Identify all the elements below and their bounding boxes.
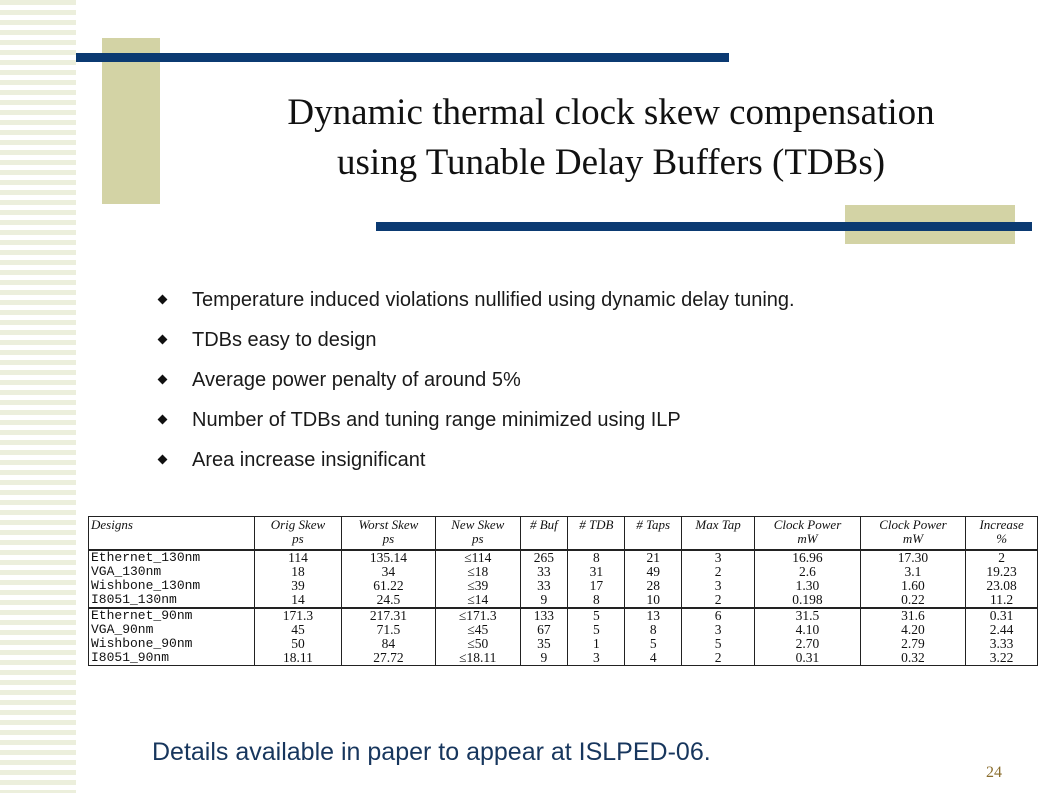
table-cell: 1	[568, 637, 625, 651]
design-name-cell: Ethernet_90nm	[89, 608, 255, 623]
table-cell: 5	[568, 608, 625, 623]
design-name-cell: VGA_90nm	[89, 623, 255, 637]
table-cell: 8	[568, 550, 625, 565]
table-header-cell	[568, 517, 625, 551]
table-cell: 19.23	[966, 565, 1038, 579]
table-cell: 4.20	[860, 623, 965, 637]
table-cell: 49	[625, 565, 682, 579]
table-cell: 2.70	[755, 637, 860, 651]
table-cell: 71.5	[341, 623, 435, 637]
table-cell: ≤18.11	[436, 651, 520, 666]
table-cell: 133	[520, 608, 568, 623]
table-cell: 0.31	[755, 651, 860, 666]
table-row	[89, 565, 1038, 579]
table-cell: ≤45	[436, 623, 520, 637]
table-cell: 16.96	[755, 550, 860, 565]
bullet-item	[157, 360, 795, 400]
table-header-row	[89, 517, 1038, 551]
table-cell: 3.33	[966, 637, 1038, 651]
table-cell: 17	[568, 579, 625, 593]
bullet-text: Area increase insignificant	[192, 449, 426, 471]
table-row	[89, 550, 1038, 565]
table-cell: 18	[255, 565, 342, 579]
details-note: Details available in paper to appear at ISLPED-06.	[152, 738, 711, 766]
table-header-cell	[860, 517, 965, 551]
design-name-cell: Ethernet_130nm	[89, 550, 255, 565]
header-label: # Taps	[636, 517, 671, 532]
table-cell: 13	[625, 608, 682, 623]
table-header-cell	[341, 517, 435, 551]
bullet-item	[157, 440, 795, 480]
bullet-item	[157, 320, 795, 360]
table-header-cell	[625, 517, 682, 551]
header-unit: ps	[292, 531, 304, 546]
table-cell: 61.22	[341, 579, 435, 593]
bullet-list	[157, 280, 795, 480]
bullet-text: Number of TDBs and tuning range minimized using ILP	[192, 409, 681, 431]
top-olive-block	[102, 38, 160, 204]
table-cell: 28	[625, 579, 682, 593]
table-cell: 45	[255, 623, 342, 637]
header-label: Worst Skew	[358, 517, 419, 532]
table-cell: 17.30	[860, 550, 965, 565]
table-row	[89, 593, 1038, 608]
table-cell: 265	[520, 550, 568, 565]
top-accent-bar	[76, 53, 729, 62]
table-cell: 84	[341, 637, 435, 651]
table-row	[89, 637, 1038, 651]
table-cell: 33	[520, 565, 568, 579]
table-cell: 1.60	[860, 579, 965, 593]
bottom-accent-bar	[376, 222, 1032, 231]
table-cell: 2	[681, 593, 754, 608]
table-cell: 11.2	[966, 593, 1038, 608]
table-cell: 0.31	[966, 608, 1038, 623]
design-name-cell: VGA_130nm	[89, 565, 255, 579]
bullet-text: TDBs easy to design	[192, 329, 377, 351]
table-cell: 3	[681, 623, 754, 637]
table-cell: 2	[681, 651, 754, 666]
header-label: Increase	[979, 517, 1024, 532]
diamond-bullet-icon	[158, 455, 168, 465]
header-label: Max Tap	[695, 517, 741, 532]
table-cell: 9	[520, 651, 568, 666]
table-cell: 21	[625, 550, 682, 565]
table-cell: 27.72	[341, 651, 435, 666]
table-header-cell	[89, 517, 255, 551]
table-cell: 8	[568, 593, 625, 608]
table-cell: 24.5	[341, 593, 435, 608]
table-row	[89, 608, 1038, 623]
table-header-cell	[755, 517, 860, 551]
table-cell: 3	[568, 651, 625, 666]
table-cell: 135.14	[341, 550, 435, 565]
bullet-text: Temperature induced violations nullified using dynamic delay tuning.	[192, 289, 795, 311]
table-cell: 0.198	[755, 593, 860, 608]
table-cell: 14	[255, 593, 342, 608]
table-cell: ≤50	[436, 637, 520, 651]
table-cell: 18.11	[255, 651, 342, 666]
design-name-cell: Wishbone_130nm	[89, 579, 255, 593]
table-cell: 5	[568, 623, 625, 637]
table-header-cell	[520, 517, 568, 551]
table-cell: 6	[681, 608, 754, 623]
table-cell: 3	[681, 550, 754, 565]
header-unit: ps	[382, 531, 395, 546]
title-line-2: using Tunable Delay Buffers (TDBs)	[336, 142, 886, 183]
table-row	[89, 651, 1038, 666]
table-cell: 50	[255, 637, 342, 651]
title-line-1: Dynamic thermal clock skew compensation	[287, 92, 935, 133]
table-cell: 114	[255, 550, 342, 565]
table-cell: 35	[520, 637, 568, 651]
table-cell: 4	[625, 651, 682, 666]
table-cell: ≤18	[436, 565, 520, 579]
header-label: Designs	[91, 517, 133, 532]
table-cell: 31.5	[755, 608, 860, 623]
table-cell: 10	[625, 593, 682, 608]
header-label: New Skew	[451, 517, 505, 532]
table-cell: 34	[341, 565, 435, 579]
table-cell: 5	[681, 637, 754, 651]
table-cell: 171.3	[255, 608, 342, 623]
results-table	[88, 516, 1038, 666]
table-cell: 2	[966, 550, 1038, 565]
table-cell: 217.31	[341, 608, 435, 623]
header-label: # TDB	[579, 517, 614, 532]
table-cell: 0.22	[860, 593, 965, 608]
table-cell: 0.32	[860, 651, 965, 666]
table-header-cell	[255, 517, 342, 551]
slide-number: 24	[986, 764, 1002, 781]
table-cell: ≤171.3	[436, 608, 520, 623]
table-cell: 3.22	[966, 651, 1038, 666]
design-name-cell: Wishbone_90nm	[89, 637, 255, 651]
table-cell: ≤39	[436, 579, 520, 593]
header-unit: %	[996, 531, 1008, 546]
table-cell: 23.08	[966, 579, 1038, 593]
table-cell: 31	[568, 565, 625, 579]
table-cell: 5	[625, 637, 682, 651]
bullet-item	[157, 400, 795, 440]
table-cell: 8	[625, 623, 682, 637]
table-row	[89, 579, 1038, 593]
header-unit: mW	[797, 531, 818, 546]
diamond-bullet-icon	[158, 335, 168, 345]
header-label: # Buf	[529, 517, 558, 532]
table-cell: 2.79	[860, 637, 965, 651]
header-label: Clock Power	[879, 517, 947, 532]
left-stripe-decoration	[0, 0, 76, 793]
design-name-cell: I8051_130nm	[89, 593, 255, 608]
table-cell: 4.10	[755, 623, 860, 637]
table-cell: ≤14	[436, 593, 520, 608]
diamond-bullet-icon	[158, 375, 168, 385]
design-name-cell: I8051_90nm	[89, 651, 255, 666]
table-cell: 3	[681, 579, 754, 593]
header-label: Clock Power	[773, 517, 842, 532]
table-cell: 2.44	[966, 623, 1038, 637]
table-cell: ≤114	[436, 550, 520, 565]
table-cell: 67	[520, 623, 568, 637]
table-row	[89, 623, 1038, 637]
header-label: Orig Skew	[270, 517, 326, 532]
table-cell: 1.30	[755, 579, 860, 593]
table-cell: 39	[255, 579, 342, 593]
table-header-cell	[681, 517, 754, 551]
header-unit: ps	[472, 531, 484, 546]
bullet-text: Average power penalty of around 5%	[192, 369, 521, 391]
table-cell: 31.6	[860, 608, 965, 623]
table-header-cell	[436, 517, 520, 551]
table-cell: 2	[681, 565, 754, 579]
header-unit: mW	[902, 531, 924, 546]
diamond-bullet-icon	[158, 295, 168, 305]
table-body	[89, 550, 1038, 666]
table-header-cell	[966, 517, 1038, 551]
diamond-bullet-icon	[158, 415, 168, 425]
table-cell: 3.1	[860, 565, 965, 579]
table-cell: 2.6	[755, 565, 860, 579]
table-cell: 33	[520, 579, 568, 593]
bullet-item	[157, 280, 795, 320]
table-cell: 9	[520, 593, 568, 608]
slide-title	[180, 88, 1042, 188]
